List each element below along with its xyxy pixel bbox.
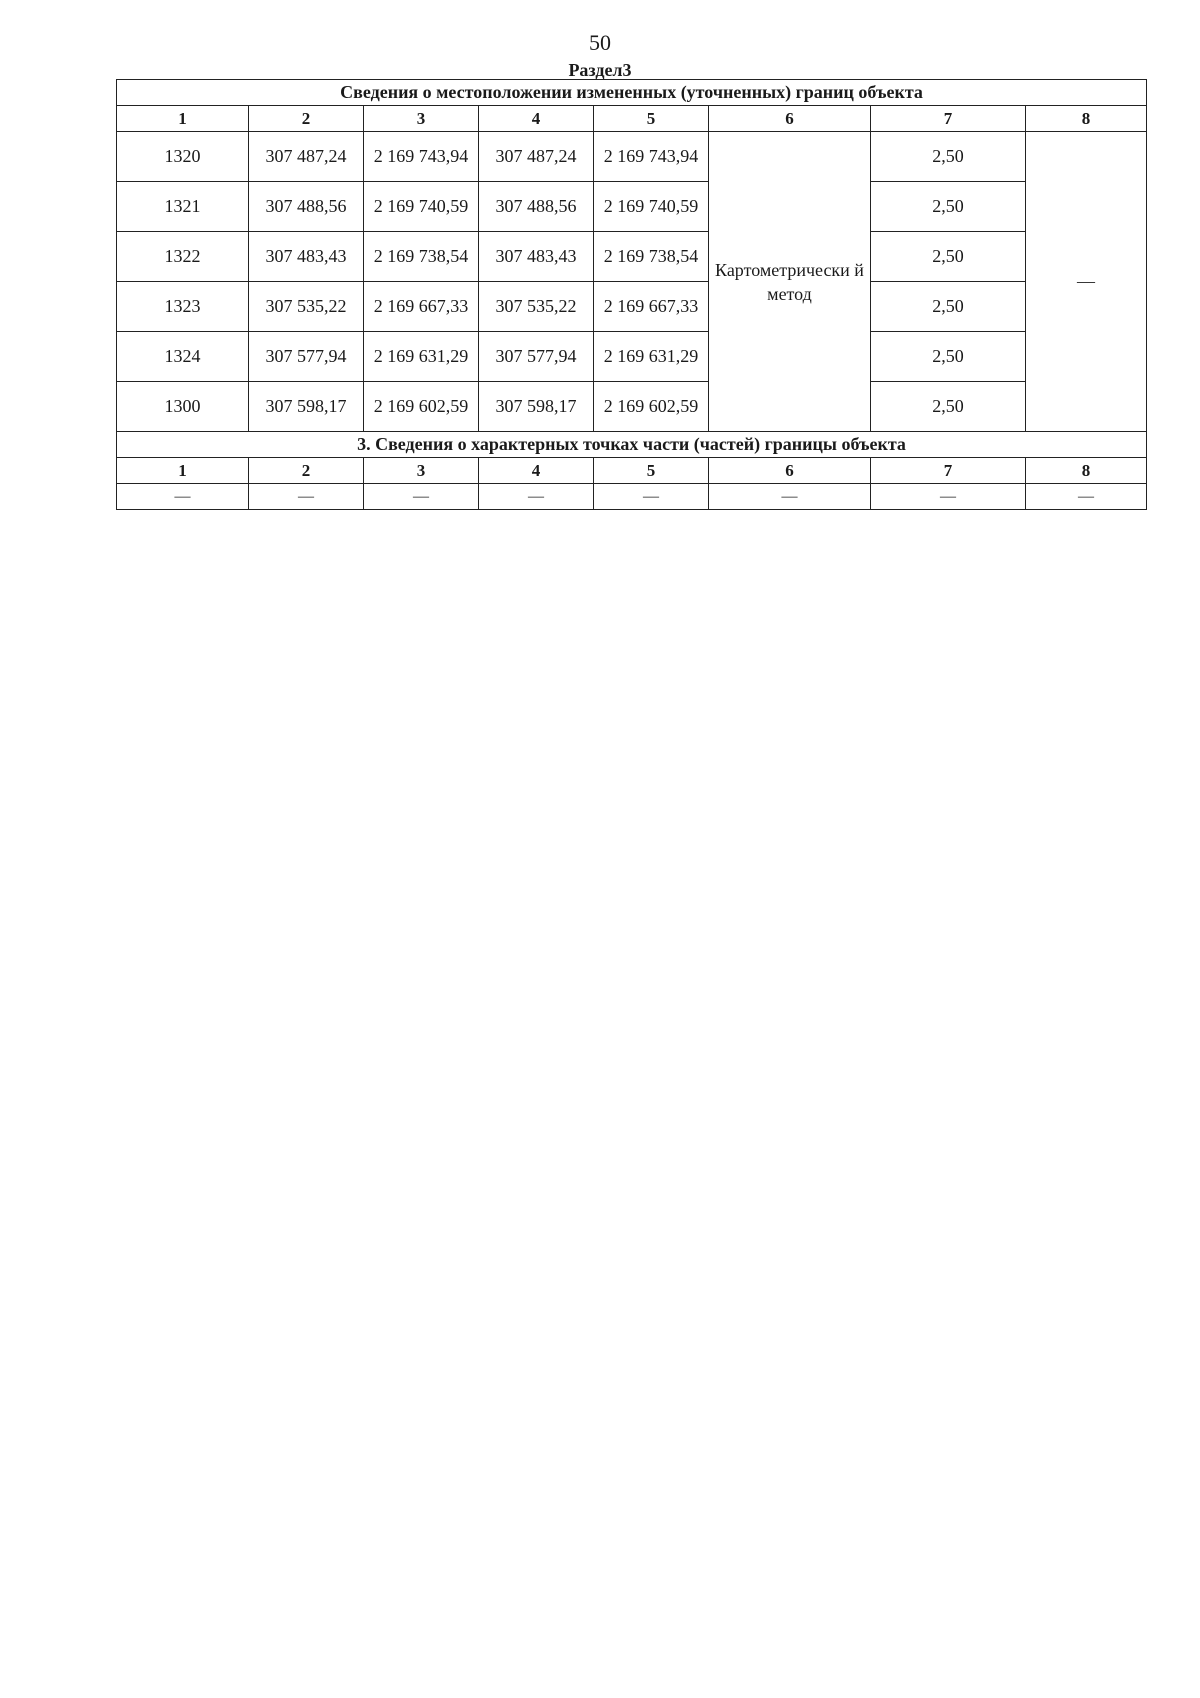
column-number-row	[117, 458, 1147, 484]
point-number: 1320	[117, 132, 249, 182]
empty-cell: —	[594, 484, 709, 510]
column-number: 2	[249, 458, 364, 484]
table-row	[117, 332, 1147, 382]
col8-merged-cell: —	[1026, 132, 1147, 432]
column-number: 7	[871, 106, 1026, 132]
column-number: 7	[871, 458, 1026, 484]
coord-cell: 307 488,56	[249, 182, 364, 232]
coord-cell: 307 487,24	[249, 132, 364, 182]
column-number: 1	[117, 458, 249, 484]
coord-cell: 307 535,22	[249, 282, 364, 332]
coord-cell: 307 577,94	[249, 332, 364, 382]
coord-cell: 307 535,22	[479, 282, 594, 332]
column-number: 5	[594, 458, 709, 484]
accuracy-cell: 2,50	[871, 132, 1026, 182]
column-number: 3	[364, 106, 479, 132]
empty-cell: —	[249, 484, 364, 510]
coord-cell: 2 169 631,29	[364, 332, 479, 382]
caption-row	[117, 80, 1147, 106]
empty-cell: —	[1026, 484, 1147, 510]
table-row	[117, 282, 1147, 332]
coord-cell: 307 483,43	[249, 232, 364, 282]
accuracy-cell: 2,50	[871, 182, 1026, 232]
point-number: 1321	[117, 182, 249, 232]
point-number: 1300	[117, 382, 249, 432]
coord-cell: 307 598,17	[479, 382, 594, 432]
column-number: 8	[1026, 106, 1147, 132]
coord-cell: 2 169 631,29	[594, 332, 709, 382]
caption-changed-boundaries: Сведения о местоположении измененных (уточненных) границ объекта	[117, 80, 1147, 106]
accuracy-cell: 2,50	[871, 332, 1026, 382]
column-number: 5	[594, 106, 709, 132]
section-title: Раздел3	[568, 60, 632, 80]
empty-cell: —	[479, 484, 594, 510]
coord-cell: 2 169 740,59	[594, 182, 709, 232]
column-number-row	[117, 106, 1147, 132]
column-number: 8	[1026, 458, 1147, 484]
coord-cell: 307 487,24	[479, 132, 594, 182]
accuracy-cell: 2,50	[871, 282, 1026, 332]
point-number: 1323	[117, 282, 249, 332]
point-number: 1324	[117, 332, 249, 382]
coord-cell: 2 169 740,59	[364, 182, 479, 232]
table-row	[117, 132, 1147, 182]
column-number: 6	[709, 458, 871, 484]
point-number: 1322	[117, 232, 249, 282]
empty-cell: —	[871, 484, 1026, 510]
caption-boundary-parts: 3. Сведения о характерных точках части (частей) границы объекта	[117, 432, 1147, 458]
column-number: 1	[117, 106, 249, 132]
empty-cell: —	[117, 484, 249, 510]
accuracy-cell: 2,50	[871, 382, 1026, 432]
coord-cell: 2 169 738,54	[594, 232, 709, 282]
empty-cell: —	[364, 484, 479, 510]
boundary-table	[116, 79, 1147, 510]
column-number: 6	[709, 106, 871, 132]
column-number: 2	[249, 106, 364, 132]
caption-row	[117, 432, 1147, 458]
coord-cell: 307 488,56	[479, 182, 594, 232]
coord-cell: 2 169 743,94	[364, 132, 479, 182]
coord-cell: 2 169 667,33	[364, 282, 479, 332]
table-row	[117, 484, 1147, 510]
coord-cell: 307 483,43	[479, 232, 594, 282]
column-number: 4	[479, 106, 594, 132]
table-row	[117, 182, 1147, 232]
accuracy-cell: 2,50	[871, 232, 1026, 282]
coord-cell: 2 169 738,54	[364, 232, 479, 282]
coord-cell: 307 577,94	[479, 332, 594, 382]
coord-cell: 2 169 667,33	[594, 282, 709, 332]
coord-cell: 2 169 602,59	[594, 382, 709, 432]
column-number: 4	[479, 458, 594, 484]
empty-cell: —	[709, 484, 871, 510]
page-number: 50	[589, 30, 611, 55]
column-number: 3	[364, 458, 479, 484]
method-cell: Картометрически й метод	[709, 132, 871, 432]
coord-cell: 307 598,17	[249, 382, 364, 432]
coord-cell: 2 169 602,59	[364, 382, 479, 432]
table-row	[117, 382, 1147, 432]
coord-cell: 2 169 743,94	[594, 132, 709, 182]
table-row	[117, 232, 1147, 282]
